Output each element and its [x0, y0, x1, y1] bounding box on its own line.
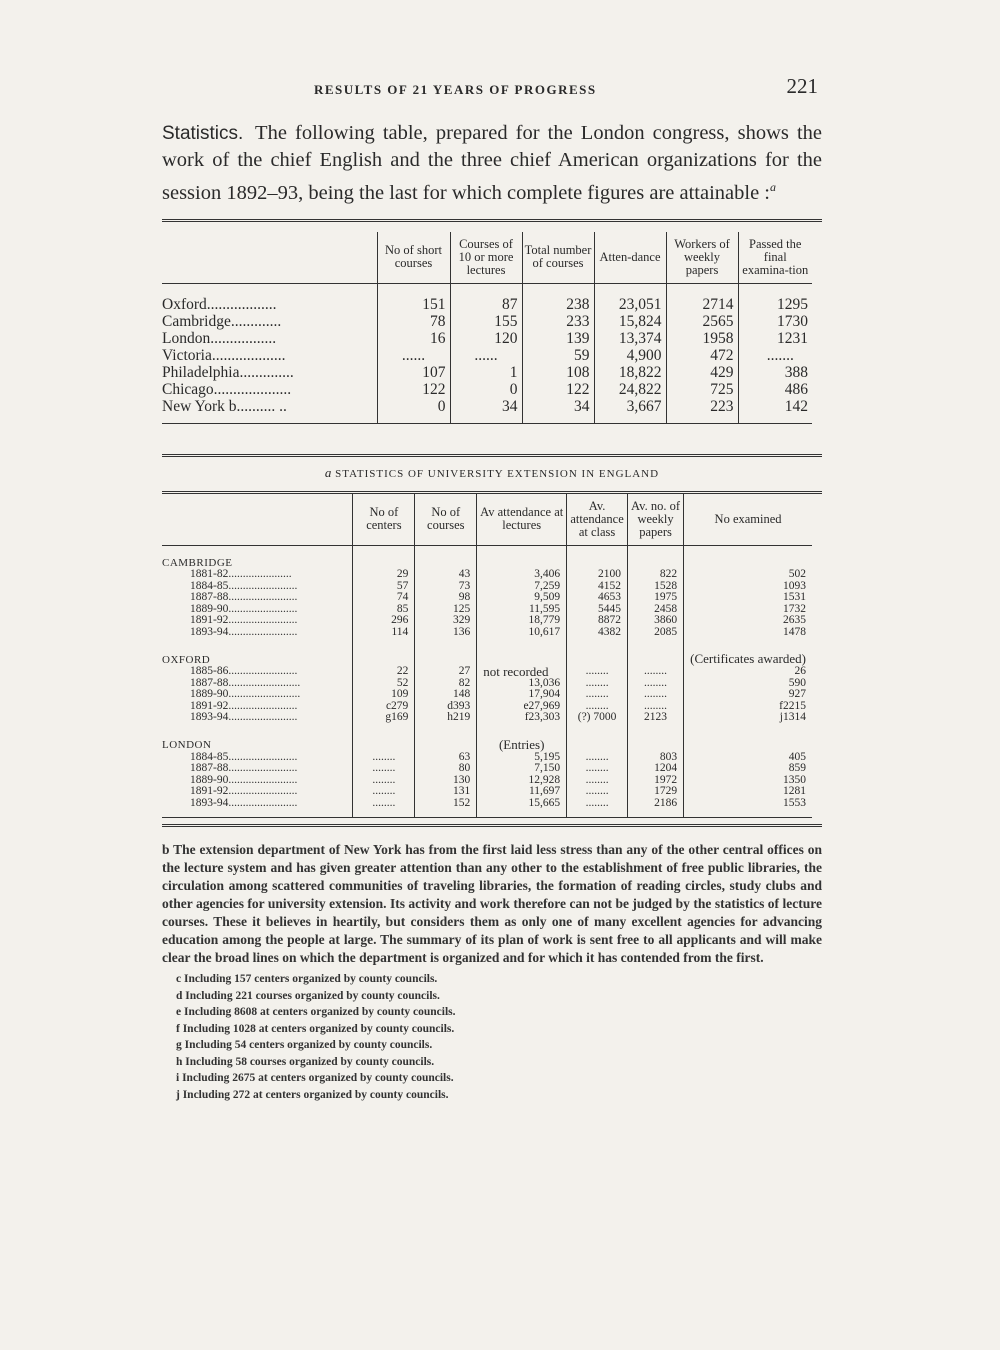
table-cell: 34	[450, 398, 522, 424]
table-cell: 1893-94........................	[162, 798, 353, 818]
table-cell: 388	[738, 364, 812, 381]
table2-header: Av. attendance at class	[567, 494, 628, 546]
table-cell: 151	[377, 283, 450, 313]
group-label: LONDON	[162, 739, 212, 752]
table-cell: 1887-88........................	[190, 762, 298, 775]
table-cell: 2458	[627, 604, 683, 616]
table1-header	[162, 232, 377, 284]
table-cell: ........	[567, 786, 628, 798]
table-cell: 1881-82......................	[190, 568, 292, 581]
table-cell: 1553	[684, 798, 812, 818]
table1-top-rule	[162, 219, 822, 222]
table-cell: 803	[627, 752, 683, 764]
table-cell: 22	[353, 666, 415, 678]
table-cell: 57	[353, 581, 415, 593]
table-row	[162, 313, 812, 330]
table-cell: 152	[415, 798, 477, 818]
table1-header: No of short courses	[377, 232, 450, 284]
table-cell: 63	[415, 752, 477, 764]
organizations-table	[162, 232, 812, 424]
table-cell: 85	[353, 604, 415, 616]
footnote-item: g Including 54 centers organized by county councils.	[176, 1039, 433, 1052]
page-number: 221	[786, 74, 818, 98]
table-cell: 1231	[738, 330, 812, 347]
table-cell: 12,928	[477, 775, 567, 787]
table-cell: 1891-92........................	[190, 699, 298, 712]
table-cell: 1975	[627, 592, 683, 604]
table-row	[162, 364, 812, 381]
table2-header	[162, 494, 353, 546]
table-cell: 405	[684, 752, 812, 764]
table-cell: 9,509	[477, 592, 567, 604]
table-cell: ......	[377, 347, 450, 364]
table-cell: 142	[738, 398, 812, 424]
table-cell: Victoria...................	[162, 346, 286, 364]
table-cell: c279	[353, 701, 415, 713]
table-cell: ........	[567, 678, 628, 690]
table-cell: ........	[353, 786, 415, 798]
table-cell: 1093	[684, 581, 812, 593]
table2-bottom-rule	[162, 824, 822, 827]
table-cell: 11,697	[477, 786, 567, 798]
footnote-list	[162, 971, 822, 1103]
table-cell: 26	[684, 666, 812, 678]
table-cell: 4653	[567, 592, 628, 604]
table-cell: 1730	[738, 313, 812, 330]
table-cell: 120	[450, 330, 522, 347]
table-cell: 11,595	[477, 604, 567, 616]
table-cell: Chicago....................	[162, 380, 292, 398]
table-cell: ........	[627, 666, 683, 678]
table-cell: 223	[666, 398, 738, 424]
table-cell: 233	[522, 313, 594, 330]
table-cell: Oxford..................	[162, 295, 277, 313]
table-row	[162, 627, 812, 639]
table-cell: .......	[738, 347, 812, 364]
table-cell: 590	[684, 678, 812, 690]
table2-header: No examined	[684, 494, 812, 546]
table-cell: 52	[353, 678, 415, 690]
table-cell: 1478	[684, 627, 812, 639]
table-cell: London.................	[162, 329, 277, 347]
table-cell: 109	[353, 689, 415, 701]
group-label: CAMBRIDGE	[162, 556, 233, 569]
table2-title	[162, 465, 822, 481]
table-cell: 34	[522, 398, 594, 424]
table-cell: ........	[567, 752, 628, 764]
table-cell: 2714	[666, 283, 738, 313]
table-cell: 1889-90.........................	[190, 688, 301, 701]
table-cell: 125	[415, 604, 477, 616]
table-cell: ......	[450, 347, 522, 364]
group-row-cambridge	[162, 545, 812, 569]
table-cell: 1281	[684, 786, 812, 798]
table-cell: (?) 7000	[567, 712, 628, 724]
table-cell: 1	[450, 364, 522, 381]
table-cell: 1887-88........................	[190, 591, 298, 604]
table-cell: 7,259	[477, 581, 567, 593]
table-cell: 82	[415, 678, 477, 690]
table-cell: 1350	[684, 775, 812, 787]
table-cell: 18,779	[477, 615, 567, 627]
table-cell: 429	[666, 364, 738, 381]
table-cell: j1314	[684, 712, 812, 724]
table-cell: 2635	[684, 615, 812, 627]
table-cell: 139	[522, 330, 594, 347]
table-cell: 8872	[567, 615, 628, 627]
table-cell: ........	[567, 763, 628, 775]
table-cell: 80	[415, 763, 477, 775]
table-cell: 3860	[627, 615, 683, 627]
table-row	[162, 330, 812, 347]
intro-note-mark: a	[770, 180, 776, 194]
table-cell: ........	[567, 701, 628, 713]
table-cell: 131	[415, 786, 477, 798]
table1-header-row	[162, 232, 812, 284]
intro-lead: Statistics.	[162, 123, 244, 144]
table2-header: No of courses	[415, 494, 477, 546]
table-cell: 1972	[627, 775, 683, 787]
table-cell: not recorded	[477, 666, 567, 678]
table-cell: ........	[353, 775, 415, 787]
table-cell: 1528	[627, 581, 683, 593]
table-cell: 4,900	[594, 347, 666, 364]
table-cell: 2565	[666, 313, 738, 330]
table-cell: 2100	[567, 569, 628, 581]
table-cell: 59	[522, 347, 594, 364]
running-head	[162, 70, 822, 110]
table-cell: ........	[627, 701, 683, 713]
table-cell: 927	[684, 689, 812, 701]
table2-header: Av attendance at lectures	[477, 494, 567, 546]
intro-text: The following table, prepared for the London congress, shows the work of the chief English and the three chief American organizations for the session 1892–93, being the last for which complete figures are attainable :	[162, 122, 822, 204]
table-cell: 1729	[627, 786, 683, 798]
table-cell: 329	[415, 615, 477, 627]
footnote-item: c Including 157 centers organized by county councils.	[176, 973, 438, 986]
table-cell: 1295	[738, 283, 812, 313]
table-cell: 74	[353, 592, 415, 604]
table-cell: 1889-90........................	[190, 773, 298, 786]
table-cell: 15,824	[594, 313, 666, 330]
table-cell: e27,969	[477, 701, 567, 713]
table-cell: 2085	[627, 627, 683, 639]
table-row	[162, 381, 812, 398]
table-cell: 13,374	[594, 330, 666, 347]
table-cell: 1884-85........................	[190, 579, 298, 592]
table-cell: 114	[353, 627, 415, 639]
table-cell: 23,051	[594, 283, 666, 313]
table-cell: 130	[415, 775, 477, 787]
table1-header: Passed the final examina-tion	[738, 232, 812, 284]
table-cell: ........	[567, 689, 628, 701]
table-cell: 7,150	[477, 763, 567, 775]
table-cell: 16	[377, 330, 450, 347]
table2-note-mark: a	[324, 464, 332, 480]
table-cell: 486	[738, 381, 812, 398]
table2-header-row	[162, 494, 812, 546]
table-cell: 822	[627, 569, 683, 581]
running-head-title: RESULTS OF 21 YEARS OF PROGRESS	[314, 82, 597, 97]
table-cell: ........	[567, 775, 628, 787]
table-cell: 107	[377, 364, 450, 381]
table-cell: f23,303	[477, 712, 567, 724]
table-cell: 238	[522, 283, 594, 313]
table1-header: Workers of weekly papers	[666, 232, 738, 284]
table-row	[162, 798, 812, 818]
table-cell: ........	[567, 666, 628, 678]
table-row	[162, 347, 812, 364]
table-cell: ........	[353, 752, 415, 764]
table-cell: 2186	[627, 798, 683, 818]
table-cell: d393	[415, 701, 477, 713]
oxford-side-note: (Certificates awarded)	[684, 638, 812, 666]
table-cell: 502	[684, 569, 812, 581]
table-cell: 1884-85........................	[190, 750, 298, 763]
page	[162, 70, 822, 1103]
table-cell: ........	[353, 763, 415, 775]
table-cell: New York b.......... ..	[162, 398, 377, 424]
table-cell: 1732	[684, 604, 812, 616]
table1-header: Courses of 10 or more lectures	[450, 232, 522, 284]
footnote-item: h Including 58 courses organized by county councils.	[176, 1055, 435, 1068]
table1-header: Atten-dance	[594, 232, 666, 284]
table-cell: 24,822	[594, 381, 666, 398]
table-cell: 15,665	[477, 798, 567, 818]
table-cell: 17,904	[477, 689, 567, 701]
table-cell: 4152	[567, 581, 628, 593]
table-cell: 13,036	[477, 678, 567, 690]
table-cell: 108	[522, 364, 594, 381]
table-cell: 18,822	[594, 364, 666, 381]
table2-title-text: STATISTICS OF UNIVERSITY EXTENSION IN ENGLAND	[335, 467, 660, 480]
table1-header: Total number of courses	[522, 232, 594, 284]
table-cell: Philadelphia..............	[162, 363, 294, 381]
footnote-b: b The extension department of New York has from the first laid less stress than any of the other central offices on the lecture system and has given greater attention than any other to the establishment of free public libraries, the circulation among scattered communities of traveling libraries, the formation of reading circles, study clubs and other agencies for university extension. Its activity and work therefore can not be judged by the statistics of lecture courses. These it believes in heartily, but considers them as only one of many excellent agencies for advancing education among the people at large. The summary of its plan of work is sent free to all applicants and will make clear the broad lines on which the department is organized and for which it has contended from the first.	[162, 842, 822, 966]
table-cell: ........	[627, 678, 683, 690]
table-cell: 3,667	[594, 398, 666, 424]
intro-paragraph	[162, 120, 822, 207]
table-cell: 296	[353, 615, 415, 627]
table-cell: 10,617	[477, 627, 567, 639]
footnote-item: i Including 2675 at centers organized by county councils.	[176, 1072, 454, 1085]
table-cell: 43	[415, 569, 477, 581]
table-cell: f2215	[684, 701, 812, 713]
footnote-item: e Including 8608 at centers organized by county councils.	[176, 1006, 456, 1019]
table-cell: ........	[353, 798, 415, 818]
table2-header: Av. no. of weekly papers	[627, 494, 683, 546]
table2-header: No of centers	[353, 494, 415, 546]
table-cell: 1893-94........................	[190, 711, 298, 724]
table-cell: 1891-92........................	[190, 785, 298, 798]
london-side-note: (Entries)	[477, 724, 567, 752]
table-cell: 0	[377, 398, 450, 424]
table-cell: 3,406	[477, 569, 567, 581]
table-cell: ........	[627, 689, 683, 701]
table-row	[162, 398, 812, 424]
table-cell: 73	[415, 581, 477, 593]
table-cell: h219	[415, 712, 477, 724]
table-cell: g169	[353, 712, 415, 724]
table-cell: 122	[377, 381, 450, 398]
table-cell: 27	[415, 666, 477, 678]
table-cell: 5445	[567, 604, 628, 616]
extension-statistics-table	[162, 494, 812, 819]
table-cell: 87	[450, 283, 522, 313]
table-row	[162, 283, 812, 313]
footnote-item: d Including 221 courses organized by county councils.	[176, 989, 440, 1002]
table-cell: 1889-90........................	[190, 602, 298, 615]
table-cell: 725	[666, 381, 738, 398]
table-cell: 29	[353, 569, 415, 581]
table-cell: 1531	[684, 592, 812, 604]
group-label: OXFORD	[162, 653, 211, 666]
table2-top-rule	[162, 454, 822, 457]
table-cell: 78	[377, 313, 450, 330]
table-cell: 148	[415, 689, 477, 701]
footnote-item: f Including 1028 at centers organized by county councils.	[176, 1022, 455, 1035]
table-cell: 1893-94........................	[190, 625, 298, 638]
footnote-item: j Including 272 at centers organized by county councils.	[176, 1088, 449, 1101]
table-cell: 122	[522, 381, 594, 398]
table-cell: 5,195	[477, 752, 567, 764]
table-cell: 4382	[567, 627, 628, 639]
table-cell: 1204	[627, 763, 683, 775]
table-cell: 472	[666, 347, 738, 364]
table-cell: Cambridge.............	[162, 312, 282, 330]
table-cell: 1887-88.........................	[190, 676, 301, 689]
table-cell: 2123	[627, 712, 683, 724]
table-row	[162, 712, 812, 724]
table-cell: 1885-86........................	[190, 665, 298, 678]
table-cell: 98	[415, 592, 477, 604]
group-row-london	[162, 724, 812, 752]
table-cell: 1891-92........................	[190, 614, 298, 627]
table-cell: 155	[450, 313, 522, 330]
table-cell: 136	[415, 627, 477, 639]
table-cell: 859	[684, 763, 812, 775]
table-cell: 1958	[666, 330, 738, 347]
table-cell: 0	[450, 381, 522, 398]
group-row-oxford	[162, 638, 812, 666]
table-cell: ........	[567, 798, 628, 818]
